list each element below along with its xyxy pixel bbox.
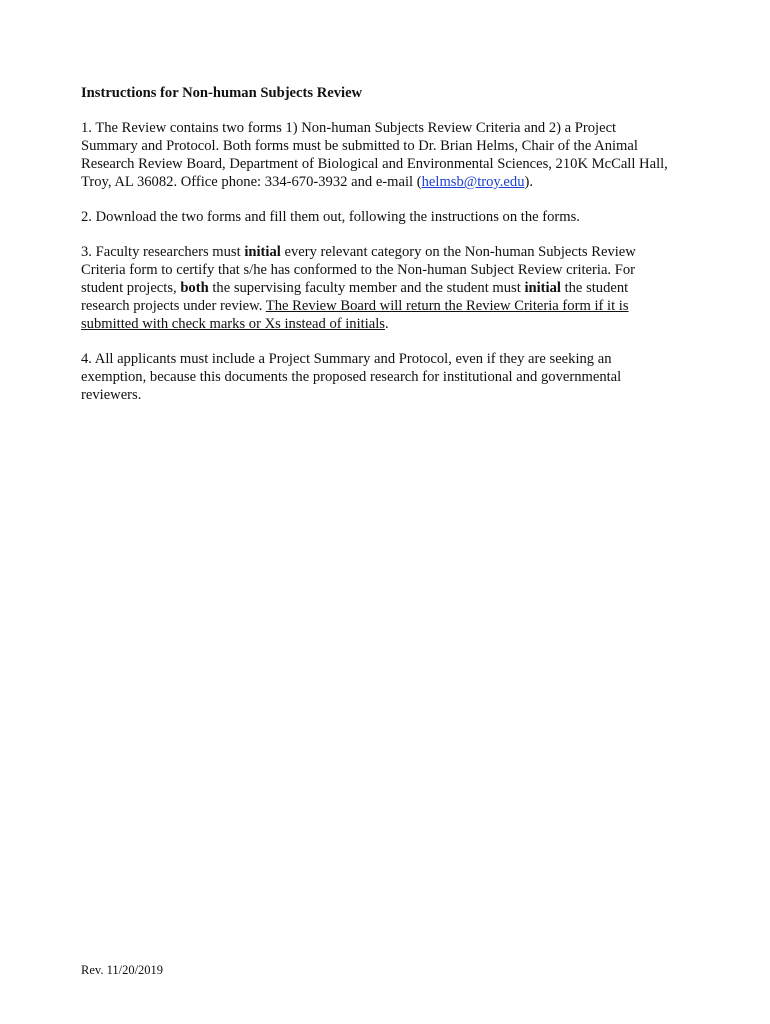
- paragraph-3-part4: the student research projects under review.: [81, 280, 629, 314]
- email-link[interactable]: helmsb@troy.edu: [421, 174, 525, 190]
- paragraph-3-part1: 3. Faculty researchers must: [81, 244, 245, 260]
- paragraph-4: 4. All applicants must include a Project Summary and Protocol, even if they are seeking an exemption, because this documents the proposed research for institutional and governmental reviewers.: [81, 351, 622, 403]
- paragraph-1: [81, 119, 671, 191]
- document-body: [81, 84, 671, 421]
- document-title: Instructions for Non-human Subjects Review: [81, 85, 363, 101]
- paragraph-3-underlined-warning: The Review Board will return the Review Criteria form if it is submitted with check marks or Xs instead of initials: [81, 298, 629, 332]
- paragraph-3-part2: every relevant category on the Non-human Subjects Review Criteria form to certify that s/he has conformed to the Non-human Subject Review criteria. For student projects,: [81, 244, 636, 296]
- paragraph-2: 2. Download the two forms and fill them out, following the instructions on the forms.: [81, 209, 580, 225]
- revision-footer: Rev. 11/20/2019: [81, 963, 164, 977]
- paragraph-1-text: 1. The Review contains two forms 1) Non-human Subjects Review Criteria and 2) a Project Summary and Protocol. Both forms must be submitted to Dr. Brian Helms, Chair of the Animal Research Review Board, Department of Biological and Environmental Sciences, 210K McCall Hall, Troy, AL 36082. Office phone: 334-670-3932 and e-mail (: [81, 120, 668, 190]
- paragraph-1-end: ).: [524, 174, 534, 190]
- paragraph-3-part5: .: [384, 316, 389, 332]
- paragraph-3-bold-initial-1: initial: [244, 244, 281, 260]
- paragraph-3-bold-initial-2: initial: [524, 280, 561, 296]
- paragraph-3-part3: the supervising faculty member and the student must: [208, 280, 525, 296]
- paragraph-3-bold-both: both: [180, 280, 209, 296]
- paragraph-3: [81, 243, 671, 333]
